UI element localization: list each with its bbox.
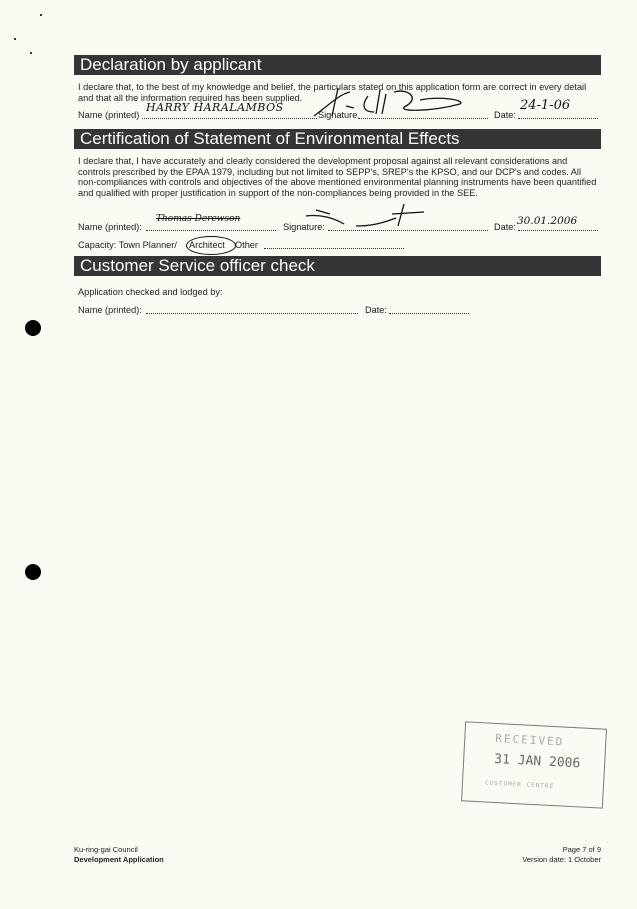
punch-hole — [25, 564, 41, 580]
declaration-signature-drawing — [310, 86, 470, 122]
customer-service-date-line — [389, 305, 469, 314]
punch-hole — [25, 320, 41, 336]
customer-service-name-line — [146, 305, 358, 314]
declaration-name-handwritten: HARRY HARALAMBOS — [146, 101, 284, 114]
customer-service-heading: Customer Service officer check — [74, 256, 601, 276]
certification-statement: I declare that, I have accurately and clearly considered the development proposal against all relevant considerations and controls prescribed by the EPAA 1979, including but not limited to SEPP's, SREP's the KPSO, and our DCP's and codes. All non-compliances with controls and objectives of the above mentioned environmental planning instruments have been quantified and qualified with proper justification in support of the non-compliances being provided in the SEE. — [78, 156, 597, 198]
declaration-heading: Declaration by applicant — [74, 55, 601, 75]
certification-date-label: Date: — [494, 222, 516, 232]
certification-heading: Certification of Statement of Environmental Effects — [74, 129, 601, 149]
customer-service-name-label: Name (printed): — [78, 305, 142, 315]
declaration-statement: I declare that, to the best of my knowledge and belief, the particulars stated on this application form are correct in every detail and that all the information required has been supplied. — [78, 82, 587, 103]
certification-signature-drawing — [300, 200, 440, 234]
footer-doc-title: Development Application — [74, 855, 164, 864]
declaration-date-label: Date: — [494, 110, 516, 120]
certification-signature-label: Signature: — [283, 222, 325, 232]
capacity-selection-circle — [186, 236, 236, 255]
footer-version: Version date: 1 October — [522, 855, 601, 864]
certification-date-handwritten: 30.01.2006 — [517, 215, 578, 227]
footer-page: Page 7 of 9 — [562, 845, 601, 854]
customer-service-date-label: Date: — [365, 305, 387, 315]
certification-name-handwritten: Thomas Derewson — [156, 214, 241, 224]
capacity-other-label: Other — [235, 240, 258, 250]
capacity-architect-text: Architect — [189, 240, 225, 250]
declaration-signature-label: Signature — [318, 110, 358, 120]
declaration-date-handwritten: 24-1-06 — [520, 98, 571, 113]
stamp-date: 31 JAN 2006 — [493, 751, 581, 772]
declaration-name-label: Name (printed) — [78, 110, 140, 120]
capacity-other-line — [264, 240, 404, 249]
stamp-title: RECEIVED — [494, 731, 565, 749]
footer-org: Ku-ring-gai Council — [74, 845, 138, 854]
scan-speck — [30, 52, 32, 54]
stamp-footer: CUSTOMER CENTRE — [484, 779, 555, 791]
scan-speck — [14, 38, 16, 40]
scan-speck — [40, 14, 42, 16]
received-stamp — [461, 721, 607, 808]
capacity-label: Capacity: Town Planner/ — [78, 240, 177, 250]
checked-lodged-label: Application checked and lodged by: — [78, 287, 223, 297]
certification-name-label: Name (printed): — [78, 222, 142, 232]
